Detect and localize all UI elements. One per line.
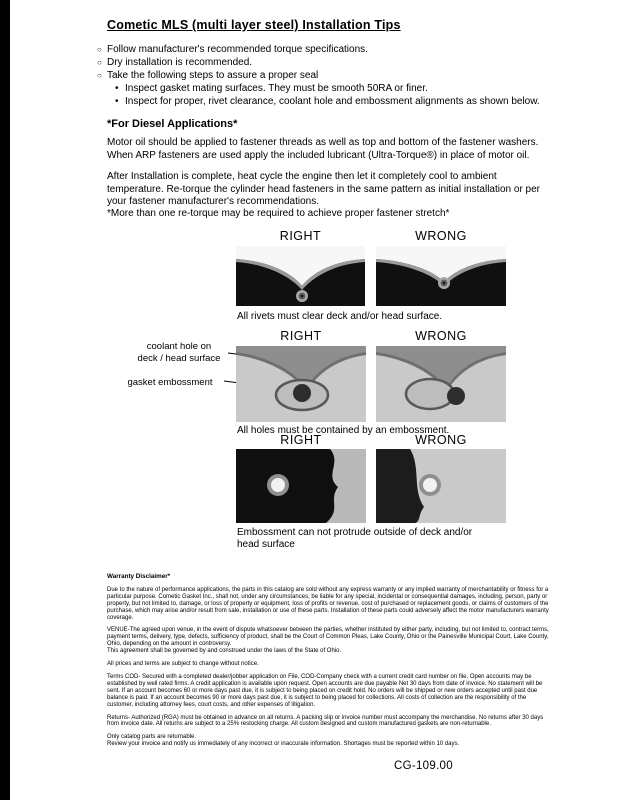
terms-paragraph: Terms COD- Secured with a completed dealer/jobber application on File, COD-Company check with a current credit card number on file. Open accounts may be established by well rated firms. A credit application is available upon request. Open accounts are due payable Net 30 days from date of invoice. No statement will be sent. If an account becomes 60 or more days past due, it is subject to being placed on credit hold. No orders will be shipped or new orders accepted until past due balance is paid. If an account becomes 90 or more days past due, it is subject to being placed for collections. All costs of collection are the responsibility of the customer, including attorney fees, court costs, and other expenses of litigation. (107, 673, 543, 708)
tip-text: Dry installation is recommended. (107, 57, 253, 68)
diesel-paragraph-2: After Installation is complete, heat cycle the engine then let it completely cool to ambient temperature. Re-torque the cylinder head fasteners in the same pattern as initial installation or per your fastener manufacturer's recommendations. (107, 171, 541, 207)
warranty-disclaimer-heading: Warranty Disclaimer* (107, 573, 171, 580)
rivet-wrong-diagram (376, 246, 506, 306)
right-label-rivets: RIGHT (279, 229, 322, 243)
rivet-wrong-image (376, 246, 506, 306)
diesel-paragraph-1: Motor oil should be applied to fastener threads as well as top and bottom of the fastener washers. When ARP fasteners are used apply the included lubricant (Ultra-Torque®) in place of motor oil. (107, 137, 539, 161)
callout-gasket-embossment: gasket embossment (127, 377, 213, 388)
callout-coolant-hole (128, 341, 230, 364)
retorque-note: *More than one re-torque may be required to achieve proper fastener stretch* (107, 208, 450, 219)
returnable-line: Only catalog parts are returnable. (107, 734, 197, 741)
embossment-wrong-image (376, 449, 506, 523)
tip-sub-item (115, 82, 567, 95)
holes-caption: All holes must be contained by an embossment. (237, 425, 450, 436)
embossment-wrong-diagram (376, 449, 506, 523)
venue-paragraph: VENUE-The agreed upon venue, in the event of dispute whatsoever between the parties, whether instituted by either party, including, but not limited to, contract terms, payment terms, delivery, type, defects, sufficiency of product, shall be the Court of Common Pleas, Lake County, Ohio or the Painesville Municipal Court, Lake County, Ohio, depending on the amount in controversy. (107, 627, 549, 648)
governing-law-line: This agreement shall be governed by and construed under the laws of the State of Ohio. (107, 648, 342, 655)
bullet-circle-icon: ○ (97, 71, 102, 80)
warranty-paragraph: Due to the nature of performance applications, the parts in this catalog are sold without any express warranty or any implied warranty of merchantability or fitness for a particular purpose. Cometic Gasket Inc., shall not, under any circumstances, be liable for any special, incidental or consequential damages, including, person, party or property, but not limited to, damage, or loss of property or equipment, loss of profits or revenue, cost of purchased or replacement goods, or claims of customers of the purchase, which may arise and/or result from sale, installation or use of these parts. Installation of these parts could adversely affect the motor manufacturers warranty coverage. (107, 586, 549, 621)
rivet-right-diagram (236, 246, 365, 306)
legal-section (107, 574, 549, 748)
tip-text: Follow manufacturer's recommended torque specifications. (107, 44, 368, 55)
page-edge-bar (0, 0, 10, 800)
embossment-caption: Embossment can not protrude outside of deck and/or head surface (237, 527, 473, 550)
prices-line: All prices and terms are subject to change without notice. (107, 661, 259, 668)
tip-text: Take the following steps to assure a proper seal (107, 70, 319, 81)
callout-coolant-hole-line1: coolant hole on (146, 341, 212, 352)
holes-right-diagram (236, 346, 366, 422)
callout-coolant-hole-line2: deck / head surface (137, 352, 221, 364)
tip-text: Inspect for proper, rivet clearance, coolant hole and embossment alignments as shown below. (125, 96, 540, 107)
embossment-right-image (236, 449, 366, 523)
holes-wrong-diagram (376, 346, 506, 422)
wrong-label-holes: WRONG (415, 329, 467, 343)
embossment-right-diagram (236, 449, 366, 523)
wrong-label-rivets: WRONG (415, 229, 467, 243)
tip-text: Inspect gasket mating surfaces. They must be smooth 50RA or finer. (125, 83, 428, 94)
holes-wrong-image (376, 346, 506, 422)
right-label-holes: RIGHT (280, 329, 322, 343)
rivet-caption: All rivets must clear deck and/or head surface. (237, 311, 443, 322)
bullet-circle-icon: ○ (97, 45, 102, 54)
right-label-embossment: RIGHT (280, 433, 322, 447)
returns-paragraph: Returns- Authorized (RGA) must be obtained in advance on all returns. A packing slip or invoice number must accompany the merchandise. No returns after 30 days from invoice date. All returns are subject to a 25% restocking charge. All custom designed and custom manufactured gaskets are non-returnable. (107, 714, 544, 728)
bullet-dot-icon: • (115, 83, 119, 94)
review-invoice-line: Review your invoice and notify us immediately of any incorrect or inaccurate information. Shortages must be reported within 10 days. (107, 741, 460, 748)
diesel-heading: *For Diesel Applications* (107, 118, 238, 130)
wrong-label-embossment: WRONG (415, 433, 467, 447)
tip-item (97, 56, 567, 69)
rivet-right-image (236, 246, 365, 306)
tip-item (97, 43, 567, 56)
bullet-dot-icon: • (115, 96, 119, 107)
tip-sub-item (115, 95, 567, 108)
page-title: Cometic MLS (multi layer steel) Installation Tips (107, 18, 401, 32)
tips-list (97, 43, 567, 108)
bullet-circle-icon: ○ (97, 58, 102, 67)
holes-right-image (236, 346, 366, 422)
page-code: CG-109.00 (394, 760, 453, 772)
tip-item (97, 69, 567, 82)
